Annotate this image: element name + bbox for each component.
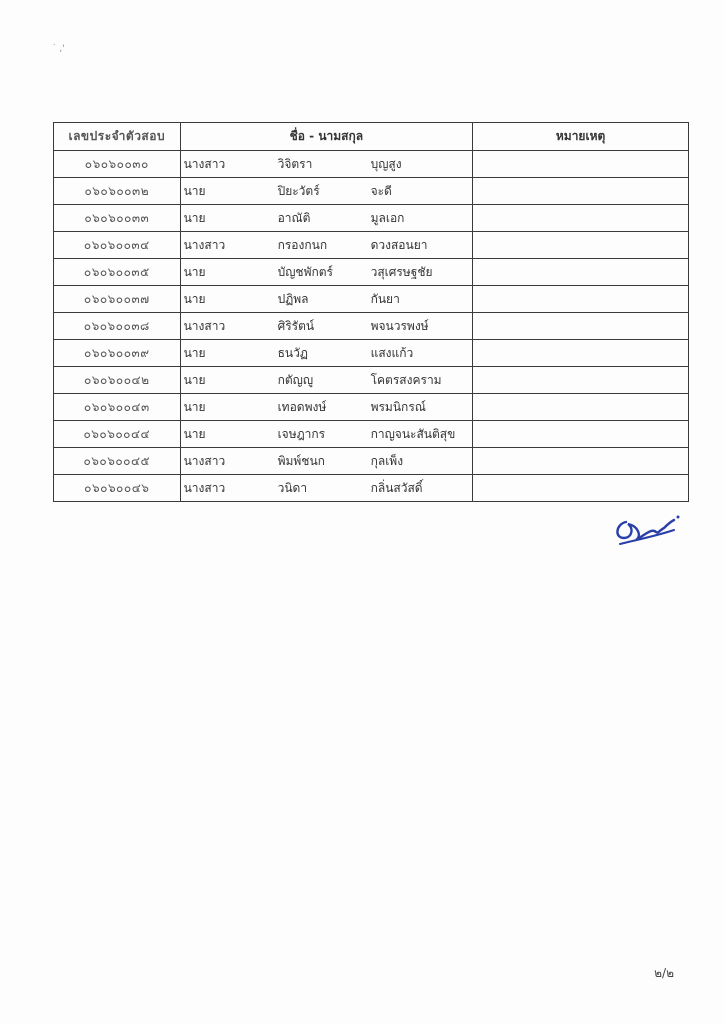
first-name: เทอดพงษ์ bbox=[277, 399, 327, 414]
candidate-id: ๐๖๐๖๐๐๓๔ bbox=[54, 232, 181, 259]
name-title: นาย bbox=[183, 183, 206, 198]
table-row bbox=[54, 259, 689, 286]
header-remark: หมายเหตุ bbox=[473, 123, 689, 151]
last-name: จะดี bbox=[370, 183, 392, 198]
remark bbox=[473, 232, 689, 259]
last-name: กุลเพ็ง bbox=[370, 453, 404, 468]
name-title: นางสาว bbox=[183, 156, 226, 171]
candidate-id: ๐๖๐๖๐๐๓๗ bbox=[54, 286, 181, 313]
name-title: นางสาว bbox=[183, 480, 226, 495]
candidate-name bbox=[180, 475, 473, 502]
table-row bbox=[54, 367, 689, 394]
remark bbox=[473, 178, 689, 205]
table-row bbox=[54, 394, 689, 421]
last-name: โคตรสงคราม bbox=[370, 372, 442, 387]
table-row bbox=[54, 178, 689, 205]
first-name: บัญชพักตร์ bbox=[277, 264, 333, 279]
first-name: เจษฎากร bbox=[277, 426, 326, 441]
name-title: นาย bbox=[183, 399, 206, 414]
last-name: กันยา bbox=[370, 291, 400, 306]
candidate-name bbox=[180, 394, 473, 421]
last-name: บุญสูง bbox=[370, 156, 402, 171]
name-title: นาย bbox=[183, 372, 206, 387]
table-row bbox=[54, 232, 689, 259]
remark bbox=[473, 313, 689, 340]
candidate-id: ๐๖๐๖๐๐๓๕ bbox=[54, 259, 181, 286]
signature bbox=[612, 508, 682, 548]
table-row bbox=[54, 205, 689, 232]
last-name: พจนวรพงษ์ bbox=[370, 318, 429, 333]
first-name: ศิริรัตน์ bbox=[277, 318, 315, 333]
name-title: นาย bbox=[183, 345, 206, 360]
first-name: ปฏิพล bbox=[277, 291, 309, 306]
remark bbox=[473, 448, 689, 475]
last-name: วสุเศรษฐชัย bbox=[370, 264, 433, 279]
last-name: กาญจนะสันติสุข bbox=[370, 426, 456, 441]
candidate-table bbox=[53, 122, 689, 502]
last-name: มูลเอก bbox=[370, 210, 405, 225]
candidate-name bbox=[180, 313, 473, 340]
last-name: แสงแก้ว bbox=[370, 345, 414, 360]
candidate-id: ๐๖๐๖๐๐๓๒ bbox=[54, 178, 181, 205]
candidate-id: ๐๖๐๖๐๐๔๖ bbox=[54, 475, 181, 502]
name-title: นาย bbox=[183, 426, 206, 441]
candidate-id: ๐๖๐๖๐๐๓๙ bbox=[54, 340, 181, 367]
candidate-name bbox=[180, 178, 473, 205]
header-id: เลขประจำตัวสอบ bbox=[54, 123, 181, 151]
candidate-name bbox=[180, 259, 473, 286]
first-name: ปิยะวัตร์ bbox=[277, 183, 320, 198]
table-row bbox=[54, 313, 689, 340]
candidate-name bbox=[180, 205, 473, 232]
candidate-name bbox=[180, 421, 473, 448]
candidate-name bbox=[180, 448, 473, 475]
first-name: วนิดา bbox=[277, 480, 308, 495]
name-title: นาย bbox=[183, 210, 206, 225]
candidate-id: ๐๖๐๖๐๐๔๓ bbox=[54, 394, 181, 421]
remark bbox=[473, 205, 689, 232]
candidate-id: ๐๖๐๖๐๐๓๐ bbox=[54, 151, 181, 178]
remark bbox=[473, 367, 689, 394]
candidate-name bbox=[180, 151, 473, 178]
candidate-id: ๐๖๐๖๐๐๓๘ bbox=[54, 313, 181, 340]
candidate-id: ๐๖๐๖๐๐๔๒ bbox=[54, 367, 181, 394]
first-name: พิมพ์ชนก bbox=[277, 453, 325, 468]
first-name: อาณัติ bbox=[277, 210, 311, 225]
table-header-row bbox=[54, 123, 689, 151]
remark bbox=[473, 151, 689, 178]
table-row bbox=[54, 421, 689, 448]
name-title: นางสาว bbox=[183, 453, 226, 468]
name-title: นาย bbox=[183, 264, 206, 279]
candidate-name bbox=[180, 340, 473, 367]
name-title: นางสาว bbox=[183, 318, 226, 333]
first-name: กรองกนก bbox=[277, 237, 328, 252]
candidate-name bbox=[180, 232, 473, 259]
last-name: กลิ่นสวัสดิ์ bbox=[370, 480, 423, 495]
candidate-name bbox=[180, 367, 473, 394]
candidate-id: ๐๖๐๖๐๐๓๓ bbox=[54, 205, 181, 232]
table-row bbox=[54, 448, 689, 475]
remark bbox=[473, 259, 689, 286]
candidate-name bbox=[180, 286, 473, 313]
remark bbox=[473, 475, 689, 502]
first-name: วิจิตรา bbox=[277, 156, 313, 171]
last-name: ดวงสอนยา bbox=[370, 237, 428, 252]
remark bbox=[473, 394, 689, 421]
table-row bbox=[54, 340, 689, 367]
candidate-id: ๐๖๐๖๐๐๔๔ bbox=[54, 421, 181, 448]
remark bbox=[473, 421, 689, 448]
first-name: ธนวัฏ bbox=[277, 345, 308, 360]
name-title: นางสาว bbox=[183, 237, 226, 252]
header-name: ชื่อ - นามสกุล bbox=[180, 123, 473, 151]
scan-speck: ˙ ,' bbox=[52, 44, 65, 54]
remark bbox=[473, 286, 689, 313]
candidate-id: ๐๖๐๖๐๐๔๕ bbox=[54, 448, 181, 475]
first-name: กตัญญู bbox=[277, 372, 314, 387]
table-row bbox=[54, 286, 689, 313]
name-title: นาย bbox=[183, 291, 206, 306]
table-row bbox=[54, 151, 689, 178]
remark bbox=[473, 340, 689, 367]
table-row bbox=[54, 475, 689, 502]
page-number: ๒/๒ bbox=[654, 966, 674, 980]
last-name: พรมนิกรณ์ bbox=[370, 399, 426, 414]
